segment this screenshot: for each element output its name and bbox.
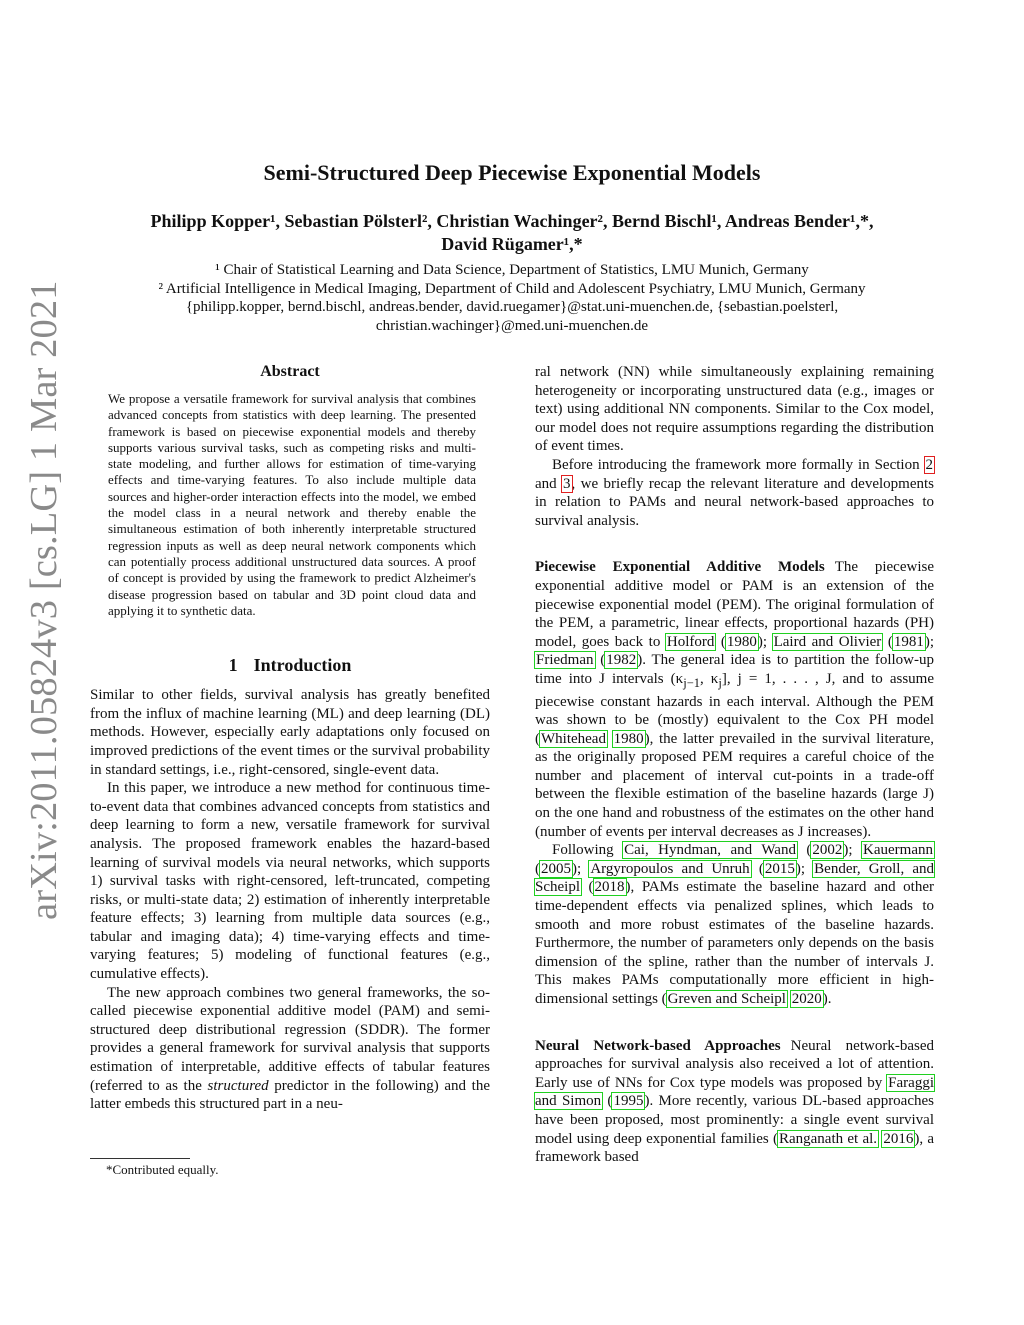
nn-heading: Neural Network-based Approaches: [535, 1037, 781, 1054]
citation-whitehead[interactable]: Whitehead: [541, 730, 606, 747]
author-line-2: David Rügamer¹,*: [441, 234, 583, 254]
email-line-1: {philipp.kopper, bernd.bischl, andreas.bender, david.ruegamer}@stat.uni-muenchen.de, {sebastian.poelsterl,: [185, 299, 839, 315]
email-line-2: christian.wachinger}@med.uni-muenchen.de: [375, 317, 649, 334]
pam-paragraph: Piecewise Exponential Additive Models The piecewise exponential additive model or PAM is an extension of the piecewise exponential model (PEM). The original formulation of the PEM, a parametric, linear effects, proportional hazards (PH) model, goes back to Holford (1980); Laird and Olivier (1981); Friedman (1982). The general idea is to partition the follow-up time into J intervals ($\kappa_{j-1}$, $\kappa_j$], j = 1, . . . , J, and to assume piecewise constant hazards in each interval. Although the PEM was shown to be (mostly) equivalent to the Cox PH model (Whitehead 1980), the latter prevailed in the survival literature, as the originally proposed PEM requires a careful choice of the number and placement of interval cut-points in a trade-off between the flexible estimation of the baseline hazards (large J) on the one hand and robustness of the estimates on the other hand (number of events per interval decreases as J increases).: [535, 559, 935, 840]
affiliations: [90, 261, 934, 335]
citation-kauermann-year[interactable]: 2005: [541, 860, 571, 877]
subscript: j−1: [683, 675, 700, 690]
text-span: ], j = 1, . . . , J, and to assume piecewise constant hazards in each interval. Although the PEM was shown to be (mostly) equivalent to the Cox PH model (: [535, 670, 934, 747]
text-span: . The general idea is to partition the follow-up time into J intervals (κ: [535, 652, 934, 687]
citation-ranganath[interactable]: Ranganath et al.: [778, 1130, 878, 1147]
citation-ranganath-year[interactable]: 2016: [883, 1130, 914, 1147]
intro-paragraph-2: In this paper, we introduce a new method for continuous time-to-event data that combines advanced concepts from statistics and deep learning to form a new, versatile framework for survival analysis. The proposed framework enables the hazard-based learning of survival models via neural networks, which supports 1) survival tasks with right-censored, left-truncated, competing risks, or multi-state data; 2) estimation of inherently interpretable feature effects; 3) learning from multiple data sources (e.g., tabular and imaging data); 4) time-varying effects and time-varying features; 5) modeling of functional features (e.g., cumulative effects).: [90, 780, 490, 983]
right-paragraph-2: [535, 456, 934, 530]
text-span: Following: [552, 842, 624, 859]
right-paragraph-1: ral network (NN) while simultaneously explaining remaining heterogeneity or incorporating unstructured data (e.g., images or text) using additional NN components. Similar to the Cox model, our model does not require assumptions regarding the distribution of event times.: [535, 364, 934, 455]
text-span: ), the latter prevailed in the survival literature, as the originally proposed PEM requires a careful choice of the number and placement of interval cut-points in a trade-off between the flexible estimation of the baseline hazards (large J) on the one hand and robustness of the estimates on the other hand (number of events per interval decreases as J increases).: [535, 730, 935, 840]
citation-whitehead-year[interactable]: 1980: [613, 730, 644, 747]
text-span: The new approach combines two general frameworks, the so-called piecewise exponential additive model (PAM) and semi-structured deep distributional regression (SDDR). The former provides a general framework for survival analysis that supports estimation of interpretable, additive effects of tabular features (referred to as the: [90, 984, 490, 1094]
text-span: ;: [762, 633, 773, 650]
text-span: Before introducing the framework more formally in Section: [552, 456, 925, 473]
paper-title: Semi-Structured Deep Piecewise Exponential Models: [263, 160, 761, 185]
citation-laird-year[interactable]: 1981: [893, 633, 924, 650]
text-span: and: [535, 475, 563, 492]
citation-argyropoulos-year[interactable]: 2015: [764, 860, 795, 877]
citation-faraggi-year[interactable]: 1995: [613, 1093, 644, 1110]
section-title: Introduction: [253, 655, 352, 676]
citation-greven[interactable]: Greven and Scheipl: [667, 991, 786, 1007]
affiliation-1: ¹ Chair of Statistical Learning and Data Science, Department of Statistics, LMU Munich, Germany: [215, 262, 809, 278]
intro-paragraph-1: Similar to other fields, survival analysis has greatly benefited from the influx of machine learning (ML) and deep learning (DL) methods. However, especially early adaptations only focused on improved predictions of the event times or the survival probability in standard settings, i.e., right-censored, single-event data.: [90, 687, 490, 778]
pam-heading: Piecewise Exponential Additive Models: [535, 559, 825, 576]
left-column: [90, 363, 490, 1114]
text-span: ;: [848, 842, 863, 859]
section-2-link[interactable]: 2: [925, 456, 933, 473]
citation-cai-year[interactable]: 2002: [812, 842, 843, 859]
text-span: , κ: [700, 670, 719, 687]
citation-kauermann[interactable]: Kauermann: [863, 842, 933, 859]
text-span: , we briefly recap the relevant literature and developments in relation to PAMs and neural network-based approaches to survival analysis.: [535, 475, 934, 529]
nn-paragraph: Neural Network-based Approaches Neural network-based approaches for survival analysis also received a lot of attention. Early use of NNs for Cox type models was proposed by Faraggi and Simon (1995). More recently, various DL-based approaches have been proposed, most prominently: a single event survival model using deep exponential families (Ranganath et al. 2016), a framework based: [535, 1037, 935, 1166]
abstract-text: We propose a versatile framework for survival analysis that combines advanced concepts from statistics with deep learning. The presented framework is based on piecewise exponential models and thereby supports various survival tasks, such as competing risks and multi-state modeling, and further allows for estimation of time-varying effects and time-varying features. To also include multiple data sources and higher-order interaction effects into the model, we embed the model class in a neural network and thereby enable the simultaneous estimation of both inherently interpretable structured regression inputs as well as deep neural network components which can potentially process additional unstructured data sources. A proof of concept is provided by using the framework to predict Alzheimer's disease progression based on tabular and 3D point cloud data and applying it to synthetic data.: [108, 391, 476, 618]
citation-laird[interactable]: Laird and Olivier: [773, 633, 882, 650]
arxiv-identifier: arXiv:2011.05824v3 [cs.LG] 1 Mar 2021: [23, 280, 65, 920]
citation-holford[interactable]: Holford: [666, 633, 715, 650]
footnote-divider: [90, 1158, 190, 1159]
text-span: ;: [577, 860, 590, 877]
following-paragraph: Following Cai, Hyndman, and Wand (2002); Kauermann (2005); Argyropoulos and Unruh (2015); Bender, Groll, and Scheipl (2018), PAMs estimate the baseline hazard and other time-dependent effects via penalized splines, which leads to smooth and more robust estimates of the baseline hazards. Furthermore, the number of parameters only depends on the basis dimension of the spline, rather than the number of intervals J. This makes PAMs computationally more efficient in high-dimensional settings (Greven and Scheipl 2020).: [535, 842, 935, 1007]
text-span: The piecewise exponential additive model or PAM is an extension of the piecewise exponential model (PEM). The original formulation of the PEM, a parametric, linear effects, proportional hazards (PH) model, goes back to: [535, 559, 934, 650]
citation-friedman[interactable]: Friedman: [536, 652, 594, 669]
affiliation-2: ² Artificial Intelligence in Medical Imaging, Department of Child and Adolescent Psychiatry, LMU Munich, Germany: [158, 280, 866, 297]
right-column: [535, 363, 934, 1167]
author-list: [100, 210, 924, 256]
text-span: predictor in the following) and the latter embeds this structured part in a neu-: [90, 1077, 490, 1113]
citation-friedman-year[interactable]: 1982: [606, 652, 637, 669]
intro-paragraph-3: [90, 984, 490, 1114]
citation-holford-year[interactable]: 1980: [726, 633, 757, 650]
text-span: ;: [800, 860, 814, 877]
text-span: ), a framework based: [535, 1130, 935, 1166]
emphasis-structured: structured: [207, 1077, 269, 1094]
section-3-link[interactable]: 3: [563, 475, 571, 492]
section-number: 1: [228, 655, 238, 676]
citation-cai[interactable]: Cai, Hyndman, and Wand: [624, 842, 796, 859]
author-line-1: Philipp Kopper¹, Sebastian Pölsterl², Christian Wachinger², Bernd Bischl¹, Andreas Bender¹,*,: [150, 211, 874, 231]
section-heading-introduction: [90, 655, 490, 676]
text-span: Neural network-based approaches for survival analysis also received a lot of attention. Early use of NNs for Cox type models was proposed by: [535, 1037, 934, 1091]
text-span: ;: [929, 633, 934, 650]
citation-greven-year[interactable]: 2020: [791, 991, 822, 1007]
citation-bender-year[interactable]: 2018: [594, 879, 625, 896]
text-span: ).: [822, 991, 832, 1007]
citation-faraggi[interactable]: Faraggi and Simon: [535, 1074, 934, 1110]
citation-bender[interactable]: Bender, Groll, and Scheipl: [535, 860, 935, 896]
text-span: . More recently, various DL-based approaches have been proposed, most prominently: a single event survival model using deep exponential families (: [535, 1093, 934, 1147]
footnote: *Contributed equally.: [106, 1162, 219, 1177]
abstract-heading: Abstract: [260, 363, 320, 380]
text-span: , PAMs estimate the baseline hazard and other time-dependent effects via penalized splines, which leads to smooth and more robust estimates of the baseline hazards. Furthermore, the number of parameters only depends on the basis dimension of the spline, rather than the number of intervals J. This makes PAMs computationally more efficient in high-dimensional settings (: [535, 879, 934, 1007]
citation-argyropoulos[interactable]: Argyropoulos and Unruh: [590, 860, 750, 877]
subscript: j: [718, 675, 722, 690]
